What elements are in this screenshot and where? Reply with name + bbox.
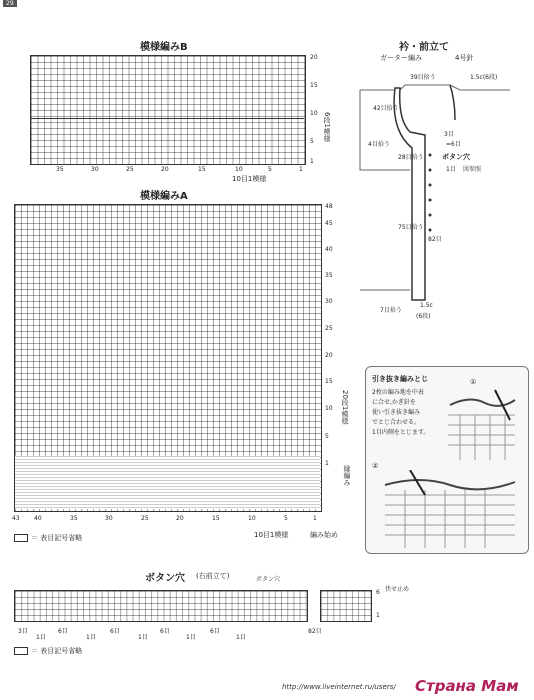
buttonhole-bottom-1c: 1目: [138, 634, 148, 641]
pattern-b-col-5: 5: [268, 166, 272, 173]
buttonhole-title: ボタン穴: [145, 573, 185, 584]
pattern-a-col-30: 30: [105, 515, 113, 522]
collar-label-1-5c-bottom: 1.5c: [420, 302, 433, 309]
pattern-b-col-25: 25: [126, 166, 134, 173]
collar-label-buttonhole: ボタン穴: [442, 153, 470, 161]
slip-stitch-illustration-1: [440, 385, 522, 465]
collar-label-42: 42目拾う: [373, 105, 399, 112]
pattern-b-col-1: 1: [299, 166, 303, 173]
collar-label-1st: 1目: [446, 166, 456, 173]
pattern-b-col-10: 10: [235, 166, 243, 173]
pattern-a-repeat-rows: 20段1模様: [341, 390, 349, 425]
collar-title: 衿・前立て: [399, 42, 449, 53]
buttonhole-bottom-6c: 6目: [160, 628, 170, 635]
collar-label-75: 75目拾う: [398, 224, 424, 231]
pattern-b-row-15: 15: [310, 82, 318, 89]
pattern-a-row-5: 5: [325, 433, 329, 440]
pattern-a-col-43: 43: [12, 515, 20, 522]
pattern-b-col-35: 35: [56, 166, 64, 173]
slip-stitch-illustration-2: [380, 470, 520, 550]
pattern-a-ribbing-area: [15, 456, 320, 509]
buttonhole-legend: ＝ 表目記号省略: [14, 646, 82, 656]
slip-stitch-title: 引き抜き編みとじ: [372, 375, 428, 383]
pattern-a-col-5: 5: [284, 515, 288, 522]
pattern-b-row-5: 5: [310, 138, 314, 145]
pattern-b-chart: [30, 55, 306, 165]
slip-stitch-step-2: ②: [372, 462, 379, 470]
pattern-a-row-35: 35: [325, 272, 333, 279]
buttonhole-bottom-6a: 6目: [58, 628, 68, 635]
pattern-b-title: 模様編みB: [140, 42, 188, 53]
pattern-b-col-30: 30: [91, 166, 99, 173]
pattern-b-row-20: 20: [310, 54, 318, 61]
pattern-a-row-20: 20: [325, 352, 333, 359]
buttonhole-bottom-3: 3目: [18, 628, 28, 635]
pattern-a-col-40: 40: [34, 515, 42, 522]
collar-needle: 4号針: [455, 54, 474, 62]
collar-label-3: 3目: [444, 131, 454, 138]
collar-label-eq6: =6目: [446, 141, 461, 148]
pattern-a-start: 編み始め: [310, 531, 338, 539]
buttonhole-callout: ボタン穴: [256, 576, 281, 583]
pattern-b-divider: [30, 118, 304, 119]
pattern-a-col-20: 20: [176, 515, 184, 522]
pattern-a-row-48: 48: [325, 203, 333, 210]
buttonhole-subtitle: (右前立て): [196, 572, 230, 580]
pattern-a-legend: ＝ 表目記号省略: [14, 533, 82, 543]
pattern-b-col-20: 20: [161, 166, 169, 173]
pattern-a-col-10: 10: [248, 515, 256, 522]
pattern-b-repeat-rows: 6段1模様: [323, 112, 331, 142]
buttonhole-bottom-6b: 6目: [110, 628, 120, 635]
collar-label-7: 7目拾う: [380, 307, 402, 314]
buttonhole-bottom-1b: 1目: [86, 634, 96, 641]
collar-label-39: 39目拾う: [410, 74, 436, 81]
buttonhole-bottom-6d: 6目: [210, 628, 220, 635]
buttonhole-row-1: 1: [376, 612, 380, 619]
buttonhole-chart-right: [320, 590, 372, 622]
pattern-a-row-25: 25: [325, 325, 333, 332]
buttonhole-bottom-82: 82目: [308, 628, 322, 635]
watermark-brand: Страна Мам: [415, 677, 519, 695]
collar-diagram: [350, 60, 530, 330]
collar-label-82: 82目: [428, 236, 442, 243]
pattern-a-title: 模様編みA: [140, 191, 188, 202]
pattern-b-row-1: 1: [310, 158, 314, 165]
watermark-url: http://www.liveinternet.ru/users/: [282, 683, 396, 691]
pattern-a-row-15: 15: [325, 378, 333, 385]
pattern-b-repeat-stitches: 10目1模様: [232, 175, 267, 183]
pattern-a-row-10: 10: [325, 405, 333, 412]
buttonhole-chart-left: [14, 590, 308, 622]
buttonhole-bottom-1d: 1目: [186, 634, 196, 641]
slip-stitch-step-1: ①: [470, 378, 477, 386]
pattern-a-col-15: 15: [212, 515, 220, 522]
pattern-b-col-15: 15: [198, 166, 206, 173]
pattern-a-ribbing-label: 縁編み: [343, 465, 351, 486]
pattern-a-col-25: 25: [141, 515, 149, 522]
pattern-a-row-30: 30: [325, 298, 333, 305]
buttonhole-bottom-1a: 1目: [36, 634, 46, 641]
collar-label-6rows: (6段): [416, 313, 431, 320]
collar-subtitle: ガーター編み: [380, 54, 422, 62]
page-corner-mark: 29: [3, 0, 17, 7]
pattern-a-row-45: 45: [325, 220, 333, 227]
pattern-a-col-1: 1: [313, 515, 317, 522]
pattern-a-row-1: 1: [325, 460, 329, 467]
pattern-a-row-40: 40: [325, 246, 333, 253]
slip-stitch-text: 2枚の編み地を中表 に合せ,かぎ針を 使い引き抜き編み でとじ合わせる。 1目内側をとじます。: [372, 389, 430, 436]
collar-label-see-fig: 図参照: [463, 166, 482, 173]
collar-label-4: 4目拾う: [368, 141, 390, 148]
pattern-a-col-35: 35: [70, 515, 78, 522]
pattern-a-repeat-stitches: 10目1模様: [254, 531, 289, 539]
buttonhole-bottom-1e: 1目: [236, 634, 246, 641]
buttonhole-bind-off: 伏せ止め: [385, 586, 410, 593]
buttonhole-row-6: 6: [376, 589, 380, 596]
collar-label-1-5c-top: 1.5c(6段): [470, 74, 498, 81]
collar-label-28: 28目拾う: [398, 154, 424, 161]
pattern-b-row-10: 10: [310, 110, 318, 117]
